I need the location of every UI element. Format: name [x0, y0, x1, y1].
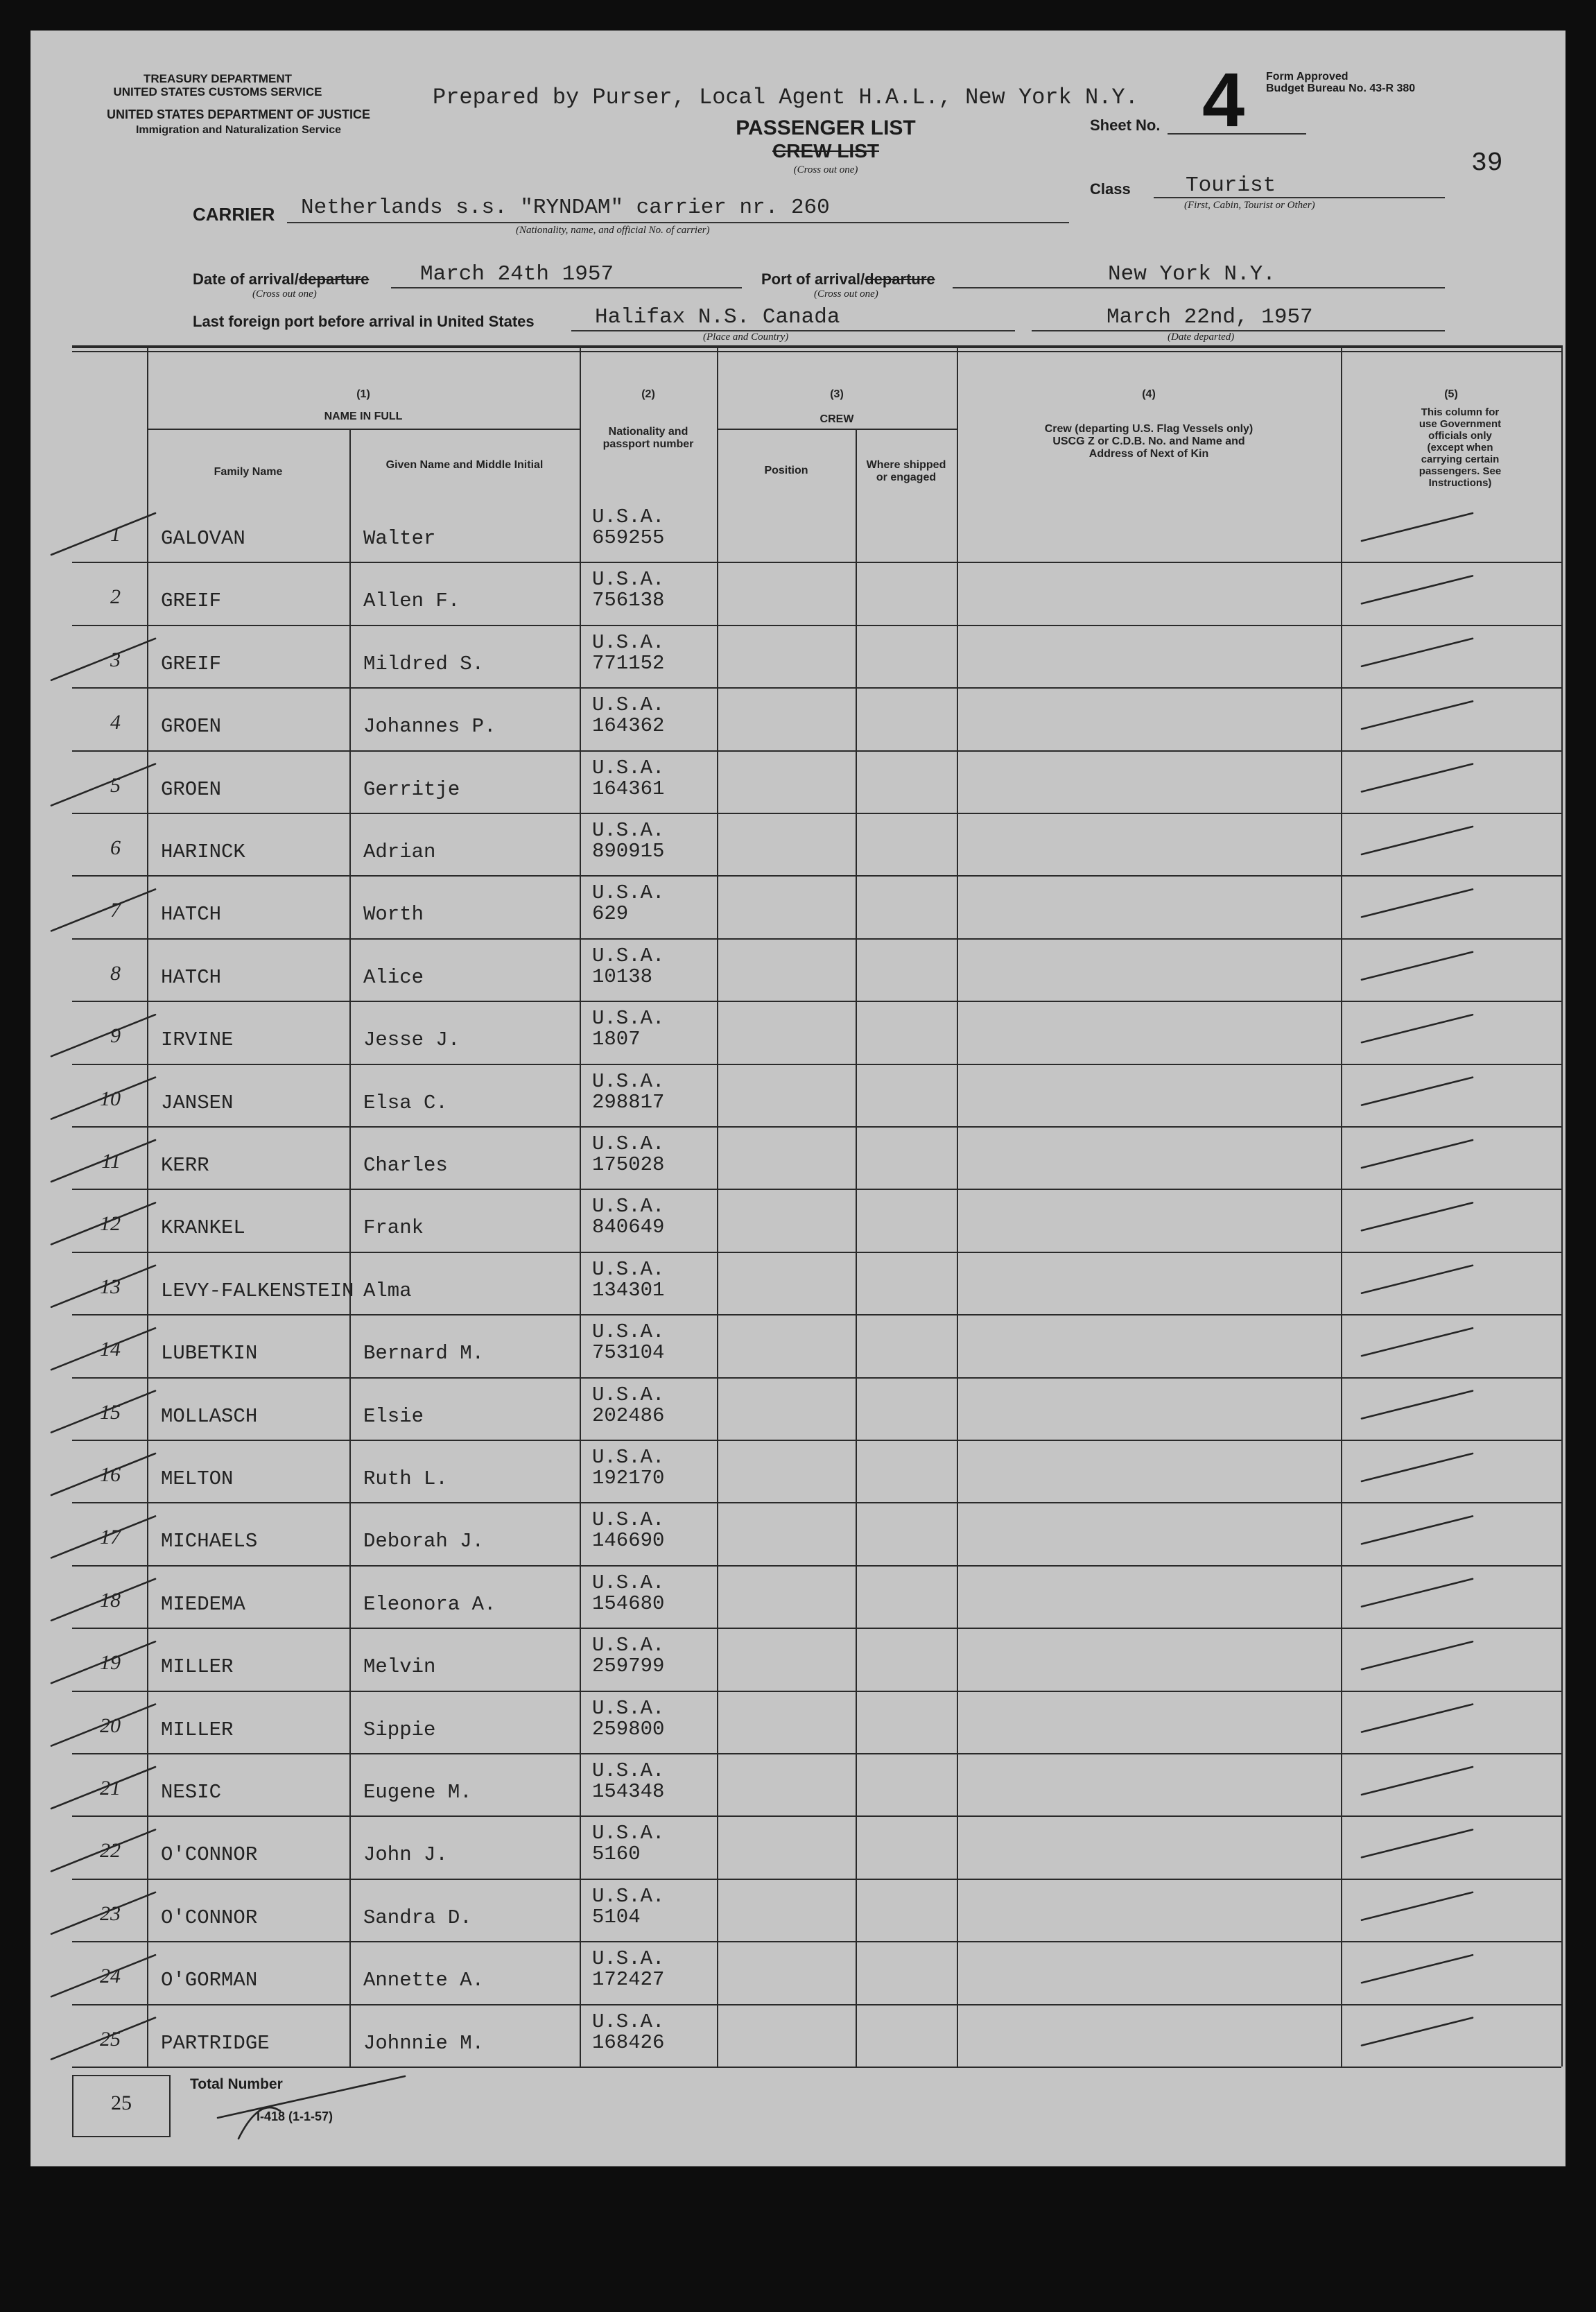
- col1-num: (1): [356, 388, 370, 400]
- nationality-cell: U.S.A.: [592, 1446, 665, 1469]
- row-number: 20: [100, 1714, 121, 1737]
- nationality-cell: U.S.A.: [592, 1759, 665, 1782]
- family-name-cell: PARTRIDGE: [161, 2031, 270, 2055]
- family-name-cell: MILLER: [161, 1718, 234, 1741]
- given-name-cell: Allen F.: [363, 589, 460, 613]
- passport-number-cell: 1807: [592, 1028, 641, 1051]
- col-where-shipped: Where shipped or engaged: [866, 459, 946, 483]
- row-number: 10: [100, 1087, 121, 1110]
- total-number-label: Total Number: [190, 2076, 283, 2092]
- given-name-cell: John J.: [363, 1843, 448, 1867]
- page-number: 39: [1471, 148, 1503, 178]
- nationality-cell: U.S.A.: [592, 630, 665, 654]
- row-number: 5: [110, 773, 121, 797]
- nationality-cell: U.S.A.: [592, 568, 665, 592]
- nationality-cell: U.S.A.: [592, 756, 665, 779]
- col2-title: Nationality and passport number: [602, 426, 694, 450]
- nationality-cell: U.S.A.: [592, 1007, 665, 1030]
- budget-bureau-no: Budget Bureau No. 43-R 380: [1266, 83, 1416, 94]
- family-name-cell: MIEDEMA: [161, 1592, 245, 1616]
- port-arrival-value: New York N.Y.: [1108, 262, 1276, 286]
- given-name-cell: Alma: [363, 1279, 412, 1302]
- given-name-cell: Gerritje: [363, 777, 460, 801]
- dept-customs: UNITED STATES CUSTOMS SERVICE: [113, 85, 322, 98]
- passport-number-cell: 5104: [592, 1905, 641, 1929]
- passport-number-cell: 192170: [592, 1467, 665, 1490]
- passport-number-cell: 164361: [592, 777, 665, 800]
- given-name-cell: Elsie: [363, 1404, 424, 1428]
- nationality-cell: U.S.A.: [592, 1383, 665, 1406]
- family-name-cell: GROEN: [161, 777, 222, 801]
- date-departed-value: March 22nd, 1957: [1107, 305, 1313, 329]
- sheet-no-label: Sheet No.: [1090, 117, 1161, 134]
- passport-number-cell: 202486: [592, 1404, 665, 1427]
- passenger-list-sheet: [31, 31, 1565, 2166]
- given-name-cell: Mildred S.: [363, 652, 485, 675]
- col3-num: (3): [830, 388, 844, 400]
- dept-treasury: TREASURY DEPARTMENT: [143, 72, 293, 85]
- passport-number-cell: 134301: [592, 1278, 665, 1302]
- given-name-cell: Worth: [363, 903, 424, 926]
- family-name-cell: MELTON: [161, 1467, 234, 1490]
- row-number: 9: [110, 1024, 121, 1048]
- family-name-cell: LEVY-FALKENSTEIN: [161, 1279, 354, 1302]
- date-departed-hint: (Date departed): [1168, 331, 1235, 343]
- nationality-cell: U.S.A.: [592, 1132, 665, 1155]
- prepared-by-line: Prepared by Purser, Local Agent H.A.L., New York N.Y.: [433, 85, 1138, 110]
- family-name-cell: IRVINE: [161, 1028, 234, 1052]
- row-number: 12: [100, 1212, 121, 1236]
- passport-number-cell: 168426: [592, 2030, 665, 2054]
- given-name-cell: Ruth L.: [363, 1467, 448, 1490]
- date-cross-out-note: (Cross out one): [252, 288, 317, 300]
- passport-number-cell: 659255: [592, 526, 665, 549]
- nationality-cell: U.S.A.: [592, 2010, 665, 2033]
- carrier-hint: (Nationality, name, and official No. of carrier): [516, 225, 710, 236]
- last-port-value: Halifax N.S. Canada: [595, 305, 840, 329]
- nationality-cell: U.S.A.: [592, 1696, 665, 1720]
- family-name-cell: GALOVAN: [161, 527, 245, 550]
- given-name-cell: Jesse J.: [363, 1028, 460, 1052]
- passport-number-cell: 259800: [592, 1717, 665, 1741]
- row-number: 18: [100, 1588, 121, 1612]
- passport-number-cell: 172427: [592, 1968, 665, 1992]
- given-name-cell: Melvin: [363, 1655, 436, 1679]
- nationality-cell: U.S.A.: [592, 1634, 665, 1657]
- nationality-cell: U.S.A.: [592, 819, 665, 842]
- total-box: [72, 2075, 171, 2137]
- form-approved: Form Approved: [1266, 71, 1348, 83]
- row-number: 2: [110, 585, 121, 609]
- family-name-cell: MICHAELS: [161, 1530, 258, 1553]
- row-number: 22: [100, 1839, 121, 1863]
- family-name-cell: HARINCK: [161, 840, 245, 863]
- passenger-table: [72, 345, 1561, 2068]
- row-number: 14: [100, 1338, 121, 1361]
- col5-num: (5): [1444, 388, 1458, 400]
- passport-number-cell: 771152: [592, 651, 665, 675]
- passport-number-cell: 5160: [592, 1843, 641, 1866]
- given-name-cell: Alice: [363, 965, 424, 989]
- given-name-cell: Sippie: [363, 1718, 436, 1741]
- passport-number-cell: 154680: [592, 1591, 665, 1615]
- family-name-cell: GREIF: [161, 652, 222, 675]
- form-number: I-418 (1-1-57): [257, 2110, 333, 2123]
- row-number: 1: [110, 523, 121, 546]
- col4-title: Crew (departing U.S. Flag Vessels only) USCG Z or C.D.B. No. and Name and Address of Next of Kin: [1044, 423, 1254, 460]
- given-name-cell: Charles: [363, 1154, 448, 1177]
- family-name-cell: JANSEN: [161, 1091, 234, 1114]
- family-name-cell: LUBETKIN: [161, 1342, 258, 1365]
- given-name-cell: Sandra D.: [363, 1906, 472, 1929]
- date-arrival-label: Date of arrival/departure: [193, 270, 370, 288]
- port-cross-out-note: (Cross out one): [814, 288, 878, 300]
- col-given-name: Given Name and Middle Initial: [385, 459, 544, 471]
- given-name-cell: Elsa C.: [363, 1091, 448, 1114]
- col1-title: NAME IN FULL: [324, 411, 403, 422]
- col-position: Position: [764, 465, 808, 476]
- row-number: 4: [110, 711, 121, 734]
- family-name-cell: NESIC: [161, 1781, 222, 1804]
- given-name-cell: Bernard M.: [363, 1342, 485, 1365]
- row-number: 11: [101, 1150, 121, 1173]
- row-number: 7: [110, 899, 121, 922]
- nationality-cell: U.S.A.: [592, 1508, 665, 1532]
- family-name-cell: MILLER: [161, 1655, 234, 1679]
- family-name-cell: KRANKEL: [161, 1216, 245, 1240]
- passport-number-cell: 146690: [592, 1529, 665, 1553]
- nationality-cell: U.S.A.: [592, 506, 665, 528]
- class-label: Class: [1090, 180, 1131, 198]
- col-family-name: Family Name: [214, 466, 283, 478]
- passport-number-cell: 175028: [592, 1153, 665, 1176]
- nationality-cell: U.S.A.: [592, 1947, 665, 1971]
- family-name-cell: O'CONNOR: [161, 1906, 258, 1929]
- nationality-cell: U.S.A.: [592, 1571, 665, 1594]
- family-name-cell: GROEN: [161, 715, 222, 739]
- passport-number-cell: 629: [592, 902, 629, 926]
- family-name-cell: GREIF: [161, 589, 222, 613]
- passport-number-cell: 154348: [592, 1780, 665, 1803]
- carrier-label: CARRIER: [193, 204, 275, 225]
- given-name-cell: Adrian: [363, 840, 436, 863]
- given-name-cell: Frank: [363, 1216, 424, 1240]
- row-number: 24: [100, 1965, 121, 1988]
- row-number: 16: [100, 1463, 121, 1486]
- passport-number-cell: 259799: [592, 1655, 665, 1678]
- row-number: 3: [110, 648, 121, 671]
- given-name-cell: Annette A.: [363, 1969, 485, 1992]
- nationality-cell: U.S.A.: [592, 881, 665, 905]
- passport-number-cell: 164362: [592, 714, 665, 738]
- col3-title: CREW: [819, 413, 854, 425]
- date-arrival-value: March 24th 1957: [420, 262, 614, 286]
- family-name-cell: O'CONNOR: [161, 1843, 258, 1867]
- given-name-cell: Eugene M.: [363, 1781, 472, 1804]
- nationality-cell: U.S.A.: [592, 1884, 665, 1908]
- nationality-cell: U.S.A.: [592, 944, 665, 967]
- row-number: 25: [100, 2027, 121, 2051]
- col4-num: (4): [1142, 388, 1156, 400]
- family-name-cell: HATCH: [161, 965, 222, 989]
- nationality-cell: U.S.A.: [592, 693, 665, 717]
- crew-list-struck: CREW LIST: [772, 140, 879, 162]
- given-name-cell: Deborah J.: [363, 1530, 485, 1553]
- nationality-cell: U.S.A.: [592, 1195, 665, 1218]
- nationality-cell: U.S.A.: [592, 1069, 665, 1093]
- family-name-cell: HATCH: [161, 903, 222, 926]
- col5-title: This column for use Government officials only (except when carrying certain passengers. See Instructions): [1419, 406, 1502, 489]
- family-name-cell: MOLLASCH: [161, 1404, 258, 1428]
- given-name-cell: Johnnie M.: [363, 2031, 485, 2055]
- family-name-cell: O'GORMAN: [161, 1969, 258, 1992]
- passport-number-cell: 298817: [592, 1090, 665, 1114]
- row-number: 17: [100, 1526, 121, 1549]
- sheet-number: 4: [1202, 58, 1245, 143]
- given-name-cell: Johannes P.: [363, 715, 496, 739]
- col2-num: (2): [641, 388, 655, 400]
- nationality-cell: U.S.A.: [592, 1320, 665, 1344]
- row-number: 6: [110, 836, 121, 859]
- class-value: Tourist: [1186, 173, 1276, 198]
- cross-out-note: (Cross out one): [793, 164, 858, 175]
- passport-number-cell: 840649: [592, 1216, 665, 1239]
- family-name-cell: KERR: [161, 1154, 209, 1177]
- place-country-hint: (Place and Country): [703, 331, 789, 343]
- nationality-cell: U.S.A.: [592, 1822, 665, 1845]
- passport-number-cell: 756138: [592, 589, 665, 612]
- passport-number-cell: 890915: [592, 840, 665, 863]
- form-title: PASSENGER LIST: [736, 117, 916, 139]
- row-number: 23: [100, 1901, 121, 1925]
- row-number: 15: [100, 1400, 121, 1424]
- total-number-value: 25: [111, 2091, 132, 2114]
- passport-number-cell: 10138: [592, 965, 653, 988]
- passport-number-cell: 753104: [592, 1341, 665, 1365]
- class-hint: (First, Cabin, Tourist or Other): [1184, 200, 1315, 211]
- row-number: 21: [100, 1777, 121, 1800]
- dept-justice: UNITED STATES DEPARTMENT OF JUSTICE: [106, 107, 370, 121]
- row-number: 19: [100, 1651, 121, 1675]
- given-name-cell: Walter: [363, 527, 436, 550]
- dept-immigration: Immigration and Naturalization Service: [135, 124, 342, 136]
- port-arrival-label: Port of arrival/departure: [761, 270, 935, 288]
- nationality-cell: U.S.A.: [592, 1257, 665, 1281]
- given-name-cell: Eleonora A.: [363, 1592, 496, 1616]
- row-number: 8: [110, 961, 121, 985]
- carrier-value: Netherlands s.s. "RYNDAM" carrier nr. 260: [301, 196, 830, 220]
- row-number: 13: [100, 1275, 121, 1298]
- last-port-label: Last foreign port before arrival in United States: [193, 313, 535, 330]
